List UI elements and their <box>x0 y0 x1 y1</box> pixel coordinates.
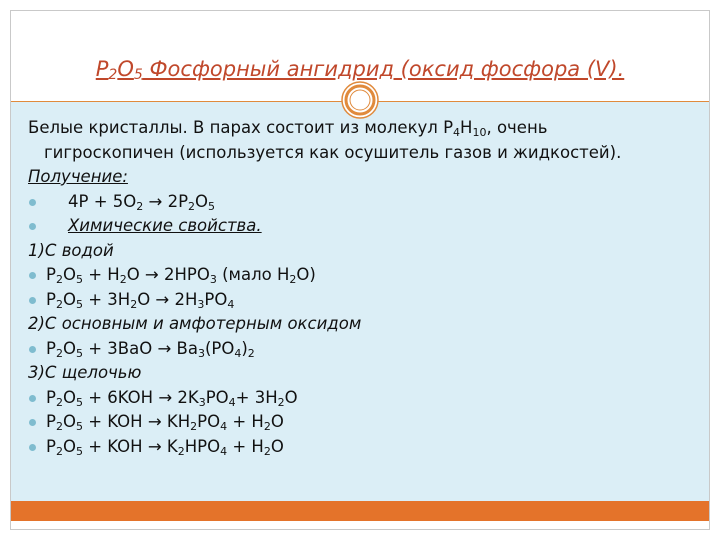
list-item-equation: $P_2O_5 + 3BaO \to Ba_3(PO_4)_2$ <box>28 337 698 362</box>
bullet-icon <box>29 223 36 230</box>
list-item-chem-props: Химические свойства. <box>28 214 698 239</box>
section-water: 1)С водой <box>28 240 114 260</box>
list-item-equation: $P_2O_5 + 3H_2O \to 2H_3PO_4$ <box>28 288 698 313</box>
intro-line: Белые кристаллы. В парах состоит из молекул $P_4H_{10}$, очень <box>28 118 548 139</box>
list-item-obtaining: $4P + 5O_2 \to 2P_2O_5$ <box>28 190 698 215</box>
bullet-icon <box>29 419 36 426</box>
bullet-icon <box>29 346 36 353</box>
list-item-equation: $P_2O_5$ + KOH → $K_2HPO_4 + H_2O$ <box>28 435 698 460</box>
list-item-equation: $P_2O_5$ + KOH → $KH_2PO_4 + H_2O$ <box>28 410 698 435</box>
title-formula-sub: 2 <box>108 67 118 83</box>
bullet-icon <box>29 199 36 206</box>
section-alkali: 3)С щелочью <box>28 363 142 382</box>
bottom-accent-bar <box>11 501 709 521</box>
section-basic-oxide: 2)С основным и амфотерным оксидом <box>28 314 362 333</box>
bullet-icon <box>29 444 36 451</box>
list-item-equation: $P_2O_5 + H_2O \to 2HPO_3$ (мало $H_2O$) <box>28 263 698 288</box>
bullet-icon <box>29 297 36 304</box>
bullet-icon <box>29 395 36 402</box>
obtaining-heading: Получение: <box>28 167 128 186</box>
bullet-icon <box>29 272 36 279</box>
title-formula-o: O <box>117 57 134 81</box>
title-formula-p: P <box>95 57 109 81</box>
intro-line-continued: гигроскопичен (используется как осушитель газов и жидкостей). <box>44 142 622 162</box>
title-formula-sub: 5 <box>133 67 143 83</box>
title-text: Фосфорный ангидрид (оксид фосфора (V). <box>142 57 625 81</box>
slide-title <box>11 57 709 81</box>
list-item-equation: $P_2O_5 + 6KOH \to 2K_3PO_4+ 3H_2O$ <box>28 386 698 411</box>
circle-ornament-icon <box>341 81 379 119</box>
slide-content <box>28 116 698 459</box>
